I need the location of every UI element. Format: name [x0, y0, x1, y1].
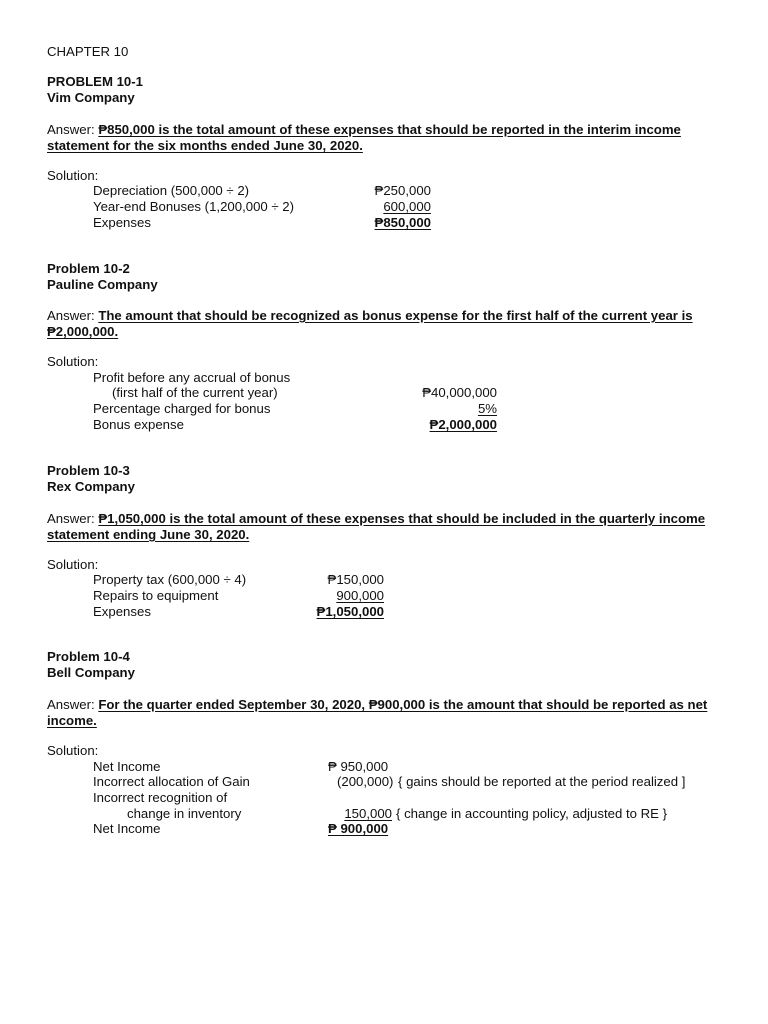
line-total: ₱1,050,000: [316, 604, 384, 619]
line-amount: ₱250,000: [374, 183, 431, 198]
company-name: Vim Company: [47, 90, 135, 105]
company-name: Pauline Company: [47, 277, 158, 292]
answer-label: Answer:: [47, 308, 95, 323]
company-name: Bell Company: [47, 665, 135, 680]
answer-label: Answer:: [47, 122, 95, 137]
problem-number: Problem 10-4: [47, 649, 130, 664]
line-note: { gains should be reported at the period realized ]: [398, 774, 686, 789]
answer-text: For the quarter ended September 30, 2020, ₱900,000 is the amount that should be reported as net income.: [47, 697, 708, 728]
line-label: change in inventory: [127, 806, 242, 821]
solution-label: Solution:: [47, 743, 99, 758]
line-total: ₱2,000,000: [429, 417, 497, 432]
line-total: ₱850,000: [374, 215, 431, 230]
problem-number: Problem 10-2: [47, 261, 130, 276]
answer-text: The amount that should be recognized as bonus expense for the first half of the current year is ₱2,000,000.: [47, 308, 693, 339]
solution-label: Solution:: [47, 557, 99, 572]
line-label: (first half of the current year): [112, 385, 278, 400]
line-amount: 900,000: [336, 588, 384, 603]
line-label: Profit before any accrual of bonus: [93, 370, 291, 385]
line-label: Depreciation (500,000 ÷ 2): [93, 183, 250, 198]
line-amount: ₱ 950,000: [328, 759, 389, 774]
line-label: Percentage charged for bonus: [93, 401, 271, 416]
line-label: Repairs to equipment: [93, 588, 219, 603]
solution-label: Solution:: [47, 168, 99, 183]
line-amount: 150,000: [344, 806, 392, 821]
company-name: Rex Company: [47, 479, 135, 494]
line-label: Bonus expense: [93, 417, 184, 432]
answer-label: Answer:: [47, 697, 95, 712]
answer-text: ₱1,050,000 is the total amount of these expenses that should be included in the quarterly income statement ending June 30, 2020.: [47, 511, 706, 542]
chapter-title: CHAPTER 10: [47, 44, 129, 59]
line-label: Incorrect allocation of Gain: [93, 774, 250, 789]
answer: [47, 308, 717, 340]
line-amount: 5%: [477, 401, 497, 416]
answer-text: ₱850,000 is the total amount of these expenses that should be reported in the interim income statement for the six months ended June 30, 2020.: [47, 122, 681, 153]
line-label: Net Income: [93, 821, 161, 836]
line-label: Property tax (600,000 ÷ 4): [93, 572, 247, 587]
answer-label: Answer:: [47, 511, 95, 526]
line-total: ₱ 900,000: [328, 821, 389, 836]
solution-label: Solution:: [47, 354, 99, 369]
answer: [47, 122, 717, 154]
line-amount: (200,000): [337, 774, 394, 789]
line-label: Expenses: [93, 215, 151, 230]
line-note: { change in accounting policy, adjusted to RE }: [396, 806, 668, 821]
problem-number: PROBLEM 10-1: [47, 74, 143, 89]
answer: [47, 697, 717, 729]
line-amount: ₱40,000,000: [422, 385, 497, 400]
line-amount: ₱150,000: [327, 572, 384, 587]
line-amount: 600,000: [383, 199, 431, 214]
answer: [47, 511, 717, 543]
line-label: Incorrect recognition of: [93, 790, 228, 805]
problem-number: Problem 10-3: [47, 463, 130, 478]
line-label: Net Income: [93, 759, 161, 774]
line-label: Year-end Bonuses (1,200,000 ÷ 2): [93, 199, 295, 214]
line-label: Expenses: [93, 604, 151, 619]
